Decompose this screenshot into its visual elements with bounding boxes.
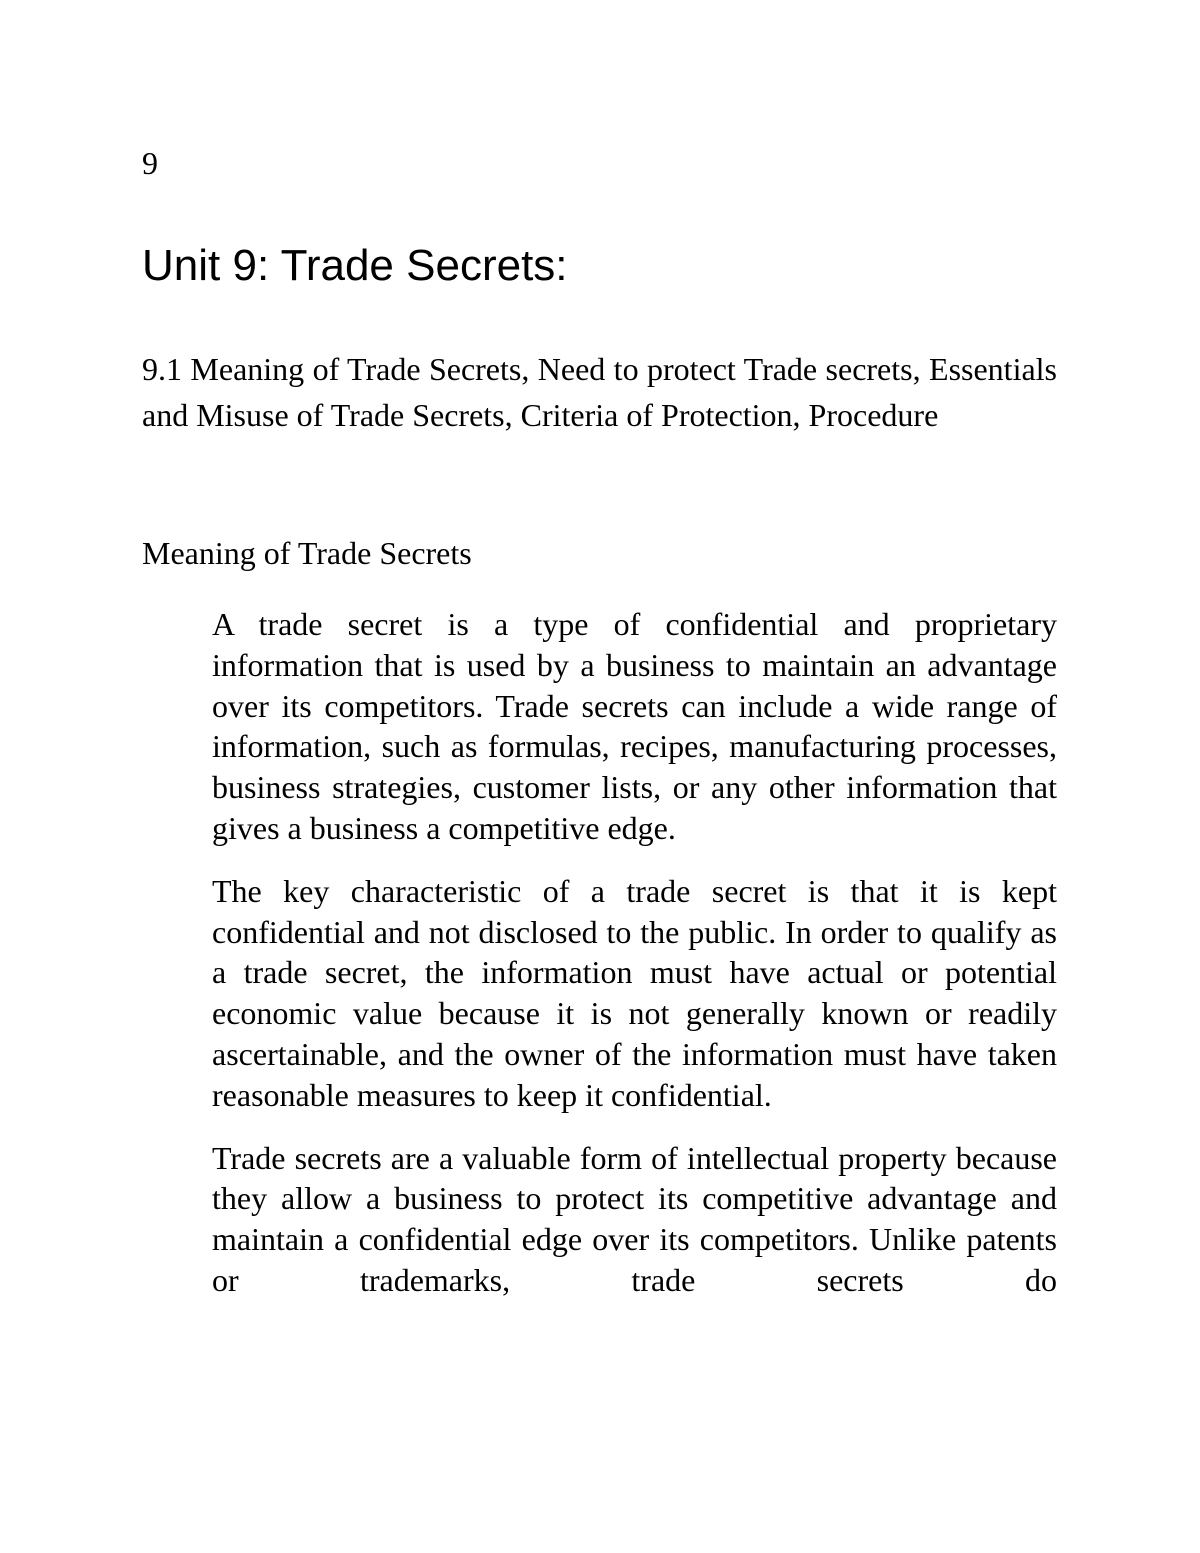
- paragraph-definition: A trade secret is a type of confidential and proprietary information that is used by a business to maintain an advantage over its competitors. Trade secrets can include a wide range of information, such as formulas, recipes, manufacturing processes, business strategies, customer lists, or any other information that gives a business a competitive edge.: [212, 606, 1057, 846]
- paragraph-key-characteristic: The key characteristic of a trade secret is that it is kept confidential and not disclosed to the public. In order to qualify as a trade secret, the information must have actual or potential economic value because it is not generally known or readily ascertainable, and the owner of the information must have taken reasonable measures to keep it confidential.: [212, 872, 1057, 1113]
- paragraph-value: Trade secrets are a valuable form of intellectual property because they allow a business to protect its competitive advantage and maintain a confidential edge over its competitors. Unlike patents or trademarks, trade secrets do: [212, 1139, 1057, 1298]
- body-text: [212, 604, 1057, 1323]
- section-heading: 9.1 Meaning of Trade Secrets, Need to protect Trade secrets, Essentials and Misuse of Trade Secrets, Criteria of Protection, Procedure: [142, 351, 1057, 433]
- subheading-meaning-of-trade-secrets: Meaning of Trade Secrets: [142, 535, 472, 571]
- unit-title: Unit 9: Trade Secrets:: [142, 241, 568, 290]
- page-number: 9: [142, 145, 158, 181]
